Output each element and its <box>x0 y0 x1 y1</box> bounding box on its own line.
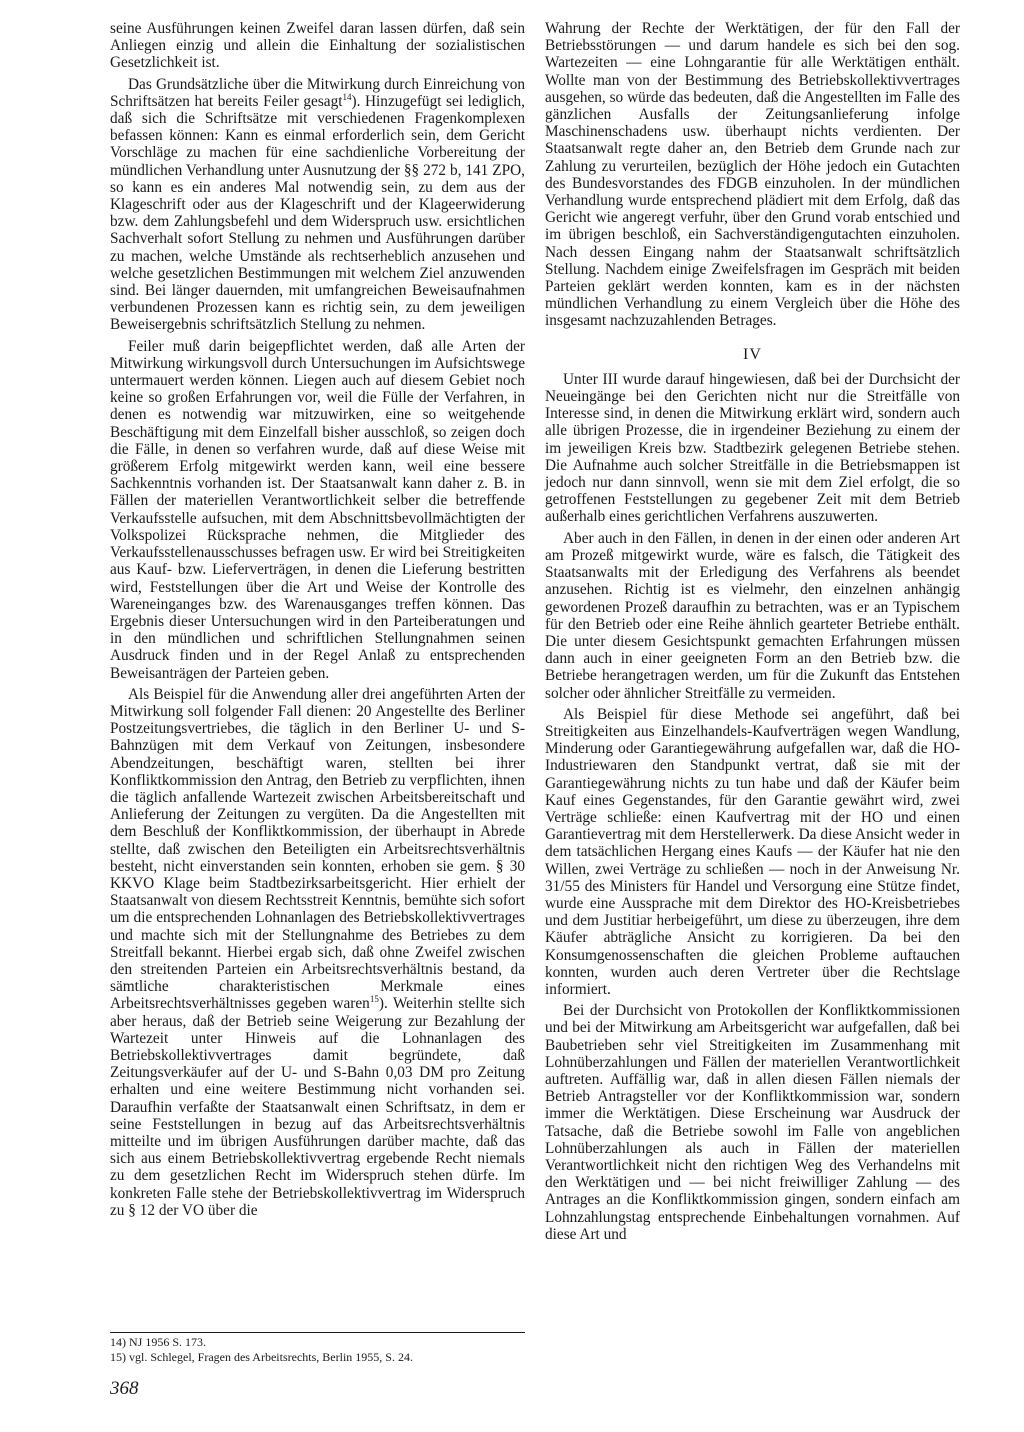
right-paragraph-5: Bei der Durchsicht von Protokollen der Konfliktkommissionen und bei der Mitwirkung am Arbeitsgericht war aufgefallen, daß bei Baubetrieben sehr viel Streitigkeiten im Zusammenhang mit Lohnüberzahlungen und Fällen der materiellen Verantwortlichkeit auftreten. Auffällig war, daß in allen diesen Fällen niemals der Betrieb Antragsteller vor der Konfliktkommission war, sondern immer die Werktätigen. Diese Erscheinung war Ausdruck der Tatsache, daß die Betriebe sowohl im Falle von angeblichen Lohnüberzahlungen als auch in Fällen der materiellen Verantwortlichkeit nicht den richtigen Weg des Verhandelns mit den Werktätigen und — bei nicht freiwilliger Zahlung — des Antrages an die Konfliktkommission gingen, sondern einfach am Lohnzahlungstag entsprechende Einbehaltungen vornahmen. Auf diese Art und <box>545 1002 960 1243</box>
right-paragraph-3: Aber auch in den Fällen, in denen in der einen oder anderen Art am Prozeß mitgewirkt wurde, wäre es falsch, die Tätigkeit des Staatsanwalts mit der Erledigung des Verfahrens als beendet anzusehen. Richtig ist es vielmehr, den einzelnen anhängig gewordenen Prozeß daraufhin zu betrachten, was er an Typischem für den Betrieb oder eine Reihe ähnlich gearteter Betriebe enthält. Die unter diesem Gesichtspunkt gemachten Erfahrungen müssen dann auch in einer geeigneten Form an den Betrieb bzw. die Betriebe herangetragen werden, um für die Zukunft das Entstehen solcher oder ähnlicher Streitfälle zu vermeiden. <box>545 529 960 702</box>
right-paragraph-4: Als Beispiel für diese Methode sei angeführt, daß bei Streitigkeiten aus Einzelhandels-Kaufverträgen wegen Wandlung, Minderung oder Garantiegewährung aufgefallen war, daß die HO-Industriewaren den Standpunkt vertrat, daß sie mit der Garantiegewährung nichts zu tun habe und daß der Käufer beim Kauf eines Gegenstandes, für den Garantie gewährt wird, zwei Verträge schließe: einen Kaufvertrag mit der HO und einen Garantievertrag mit dem Herstellerwerk. Da diese Ansicht weder in dem tatsächlichen Hergang eines Kaufs — der Käufer hat nie den Willen, zwei Verträge zu schließen — noch in der Anweisung Nr. 31/55 des Ministers für Handel und Versorgung eine Stütze findet, wurde eine Aussprache mit dem Direktor des HO-Kreisbetriebes und dem Justitiar herbeigeführt, um diese zu überzeugen, ihre dem Käufer abträgliche Ansicht zu korrigieren. Da bei den Konsumgenossenschaften die gleichen Probleme auftauchen konnten, wurden auch deren Vertreter über die Rechtslage informiert. <box>545 705 960 998</box>
footnote-ref-14: 14 <box>342 91 352 102</box>
footnote-ref-15: 15 <box>369 994 379 1005</box>
section-heading: IV <box>743 345 762 363</box>
left-paragraph-4-rest: ). Weiterhin stellte sich aber heraus, daß der Betrieb seine Weigerung zur Bezahlung der Wartezeit unter Hinweis auf die Lohnanlagen des Betriebskollektivvertrages damit begründete, daß Zeitungsverkäufer auf der U- und S-Bahn 0,03 DM pro Zeitung erhalten und eine weitere Bestimmung nicht vorhanden sei. Daraufhin verfaßte der Staatsanwalt einen Schriftsatz, in dem er seine Feststellungen in bezug auf das Arbeitsrechtsverhältnis mitteilte und im übrigen Ausführungen darüber machte, daß das sich aus einem Betriebskollektivvertrag ergebende Recht niemals zu dem gesetzlichen Recht im Widerspruch stehen dürfe. Im konkreten Falle stehe der Betriebskollektivvertrag im Widerspruch zu § 12 der VO über die <box>110 995 525 1219</box>
left-column <box>110 20 525 1219</box>
left-paragraph-2 <box>110 76 525 334</box>
left-paragraph-3: Feiler muß darin beigepflichtet werden, daß alle Arten der Mitwirkung wirkungsvoll durch Untersuchungen im Aufsichtswege untermauert werden können. Liegen auch auf diesem Gebiet noch keine so großen Erfahrungen vor, weil die Fülle der Verfahren, in denen es notwendig war mitzuwirken, eine so weitgehende Beschäftigung mit dem Einzelfall bisher ausschloß, so zeigen doch die Fälle, in denen so verfahren wurde, daß auf diese Weise mit größerem Erfolg mitgewirkt werden kann, weil eine bessere Sachkenntnis vorhanden ist. Der Staatsanwalt kann daher z. B. in Fällen der materiellen Verantwortlichkeit selber die betreffende Verkaufsstelle aufsuchen, mit dem Abschnittsbevollmächtigten der Volkspolizei Rücksprache nehmen, die Mitglieder des Verkaufsstellenausschusses befragen usw. Er wird bei Streitigkeiten aus Kauf- bzw. Lieferverträgen, in denen die Lieferung bestritten wird, Feststellungen über die Art und Weise der Kontrolle des Wareneinganges bzw. des Warenausganges treffen können. Das Ergebnis dieser Untersuchungen wird in den Parteiberatungen und in den mündlichen und schriftlichen Stellungnahmen seinen Ausdruck finden und in der Regel Anlaß zu entsprechenden Beweisanträgen der Parteien geben. <box>110 337 525 682</box>
footnote-14: 14) NJ 1956 S. 173. <box>110 1335 207 1349</box>
left-paragraph-4-text: Als Beispiel für die Anwendung aller drei angeführten Arten der Mitwirkung soll folgender Fall dienen: 20 Angestellte des Berliner Postzeitungsvertriebes, die täglich in den Berliner U- und S-Bahnzügen mit dem Verkauf von Zeitungen, insbesondere Abendzeitungen, beschäftigt waren, stellten bei ihrer Konfliktkommission den Antrag, den Betrieb zu verpflichten, ihnen die täglich anfallende Wartezeit zwischen Arbeitsbereitschaft und Anlieferung der Zeitungen zu vergüten. Da die Angestellten mit dem Beschluß der Konfliktkommission, der überhaupt in Abrede stellte, daß zwischen den Beteiligten ein Arbeitsrechtsverhältnis besteht, nicht einverstanden sein konnten, erhoben sie gem. § 30 KKVO Klage beim Stadtbezirksarbeitsgericht. Hier erhielt der Staatsanwalt von diesem Rechtsstreit Kenntnis, bemühte sich sofort um die entsprechenden Lohnanlagen des Betriebskollektivvertrages und machte sich mit der Stellungnahme des Betriebes zu dem Streitfall bekannt. Hierbei ergab sich, daß ohne Zweifel zwischen den streitenden Parteien ein Arbeitsrechtsverhältnis bestand, da sämtliche charakteristischen Merkmale eines Arbeitsrechtsverhältnisses gegeben waren <box>110 685 525 1013</box>
page-number: 368 <box>110 1378 139 1399</box>
right-paragraph-2: Unter III wurde darauf hingewiesen, daß bei der Durchsicht der Neueingänge bei den Gerichten nicht nur die Streitfälle von Interesse sind, in denen die Mitwirkung erklärt wird, sondern auch alle übrigen Prozesse, die in irgendeiner Beziehung zu einem der im jeweiligen Kreis bzw. Stadtbezirk gelegenen Betriebe stehen. Die Aufnahme auch solcher Streitfälle in die Betriebsmappen ist jedoch nur dann sinnvoll, wenn sie mit dem Ziel erfolgt, die so getroffenen Feststellungen zu gegebener Zeit mit dem Betrieb außerhalb eines gerichtlichen Verfahrens auszuwerten. <box>545 370 960 526</box>
footnotes <box>110 1332 525 1365</box>
left-paragraph-2-rest: ). Hinzugefügt sei lediglich, daß sich die Schriftsätze mit verschiedenen Fragenkomplexen befassen können: Kann es einmal erforderlich sein, dem Gericht Vorschläge zu machen für eine sachdienliche Vorbereitung der mündlichen Verhandlung unter Ausnutzung der §§ 272 b, 141 ZPO, so kann es ein anderes Mal notwendig sein, zu dem aus der Klageschrift oder aus der Klageschrift und der Klageerwiderung bzw. dem Zahlungsbefehl und dem Widerspruch usw. ersichtlichen Sachverhalt sofort Stellung zu nehmen und Ausführungen darüber zu machen, welche Umstände als rechtserheblich anzusehen und welche gesetzlichen Bestimmungen mit welchem Ziel anzuwenden sind. Bei länger dauernden, mit umfangreichen Beweisaufnahmen verbundenen Prozessen kann es richtig sein, zu dem jeweiligen Beweisergebnis schriftsätzlich Stellung zu nehmen. <box>110 92 526 334</box>
left-paragraph-2-text: Das Grundsätzliche über die Mitwirkung durch Einreichung von Schriftsätzen hat bereits Feiler gesagt <box>110 75 525 110</box>
right-paragraph-1: Wahrung der Rechte der Werktätigen, der für den Fall der Betriebsstörungen — und darum handele es sich bei den sog. Wartezeiten — eine Lohngarantie für alle Werktätigen enthält. Wollte man von der Bestimmung des Betriebskollektivvertrages ausgehen, so würde das bedeuten, daß die Angestellten im Falle des gänzlichen Ausfalls der Zeitungsanlieferung infolge Maschinenschadens usw. überhaupt nichts verdienten. Der Staatsanwalt regte daher an, den Betrieb dem Grunde nach zur Zahlung zu verurteilen, bezüglich der Höhe jedoch ein Gutachten des Bundesvorstandes des FDGB einzuholen. In der mündlichen Verhandlung wurde entsprechend plädiert mit dem Erfolg, daß das Gericht wie angeregt verfuhr, über den Grund vorab entschied und im übrigen beschloß, ein Sachverständigengutachten einzuholen. Nach dessen Eingang nahm der Staatsanwalt schriftsätzlich Stellung. Nachdem einige Zweifelsfragen im Gespräch mit beiden Parteien geklärt werden konnten, kam es in der nächsten mündlichen Verhandlung zu einem Vergleich über die Höhe des insgesamt nachzuzahlenden Betrages. <box>545 20 960 330</box>
footnote-15: 15) vgl. Schlegel, Fragen des Arbeitsrechts, Berlin 1955, S. 24. <box>110 1350 413 1364</box>
left-paragraph-4 <box>110 686 525 1219</box>
left-paragraph-1: seine Ausführungen keinen Zweifel daran lassen dürfen, daß sein Anliegen einzig und allein die Einhaltung der sozialistischen Gesetzlichkeit ist. <box>110 20 525 72</box>
right-column <box>545 20 960 1243</box>
